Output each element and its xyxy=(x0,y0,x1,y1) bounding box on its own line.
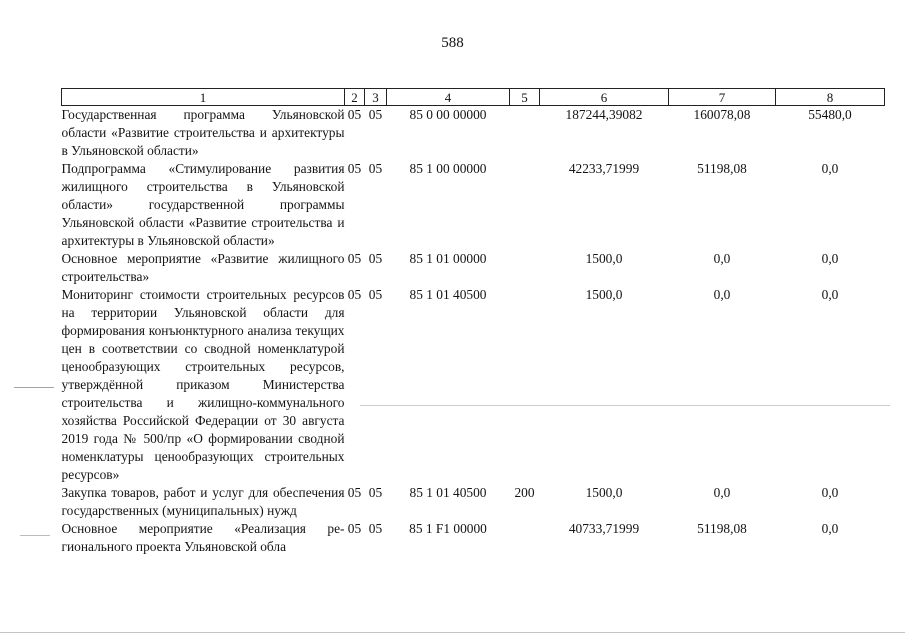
section-code: 05 xyxy=(347,161,362,176)
row-name: Мониторинг стоимости строительных ресурсов на территории Ульяновской области для формирования конъюнктурного анализа текущих цен в соответствии со сводной номенклатурой ценообразующих строительных ресурсов, утверждённой приказом Министерства строительства и жилищно-коммунального хозяйства Российской Федерации от 30 августа 2019 года № 500/пр «О формировании сводной номенклатуры ценообразующих строительных ресурсов» xyxy=(61,287,345,482)
header-cell: 7 xyxy=(669,89,776,106)
amount-col6: 187244,39082 xyxy=(565,107,643,122)
row-name: Основное мероприятие «Реализация регионального проекта Ульяновской обла xyxy=(61,521,345,554)
subsection-code: 05 xyxy=(368,287,383,302)
table-row xyxy=(62,484,885,520)
section-code: 05 xyxy=(347,521,362,536)
target-article-code: 85 1 01 40500 xyxy=(409,287,487,302)
amount-col8: 0,0 xyxy=(821,485,839,500)
amount-col8: 0,0 xyxy=(821,161,839,176)
header-cell: 5 xyxy=(510,89,540,106)
scan-artifact-line xyxy=(0,632,905,633)
subsection-code: 05 xyxy=(368,107,383,122)
target-article-code: 85 1 00 00000 xyxy=(409,161,487,176)
expense-type-code xyxy=(510,160,540,250)
expense-type-code xyxy=(510,286,540,484)
subsection-code: 05 xyxy=(368,485,383,500)
budget-table xyxy=(61,88,885,556)
section-code: 05 xyxy=(347,287,362,302)
table-row xyxy=(62,520,885,556)
table-row xyxy=(62,286,885,484)
header-cell: 6 xyxy=(540,89,669,106)
header-cell: 8 xyxy=(776,89,885,106)
target-article-code: 85 1 F1 00000 xyxy=(409,521,487,536)
scan-artifact-line xyxy=(20,535,50,536)
amount-col8: 55480,0 xyxy=(808,107,852,122)
target-article-code: 85 0 00 00000 xyxy=(409,107,487,122)
expense-type-code xyxy=(510,250,540,286)
section-code: 05 xyxy=(347,485,362,500)
row-name: Закупка товаров, работ и услуг для обеспечения государственных (муниципальных) нужд xyxy=(61,485,345,518)
amount-col8: 0,0 xyxy=(821,521,839,536)
scan-artifact-line xyxy=(360,405,890,406)
amount-col6: 40733,71999 xyxy=(568,521,640,536)
amount-col7: 51198,08 xyxy=(697,161,747,176)
amount-col6: 42233,71999 xyxy=(568,161,640,176)
subsection-code: 05 xyxy=(368,521,383,536)
amount-col6: 1500,0 xyxy=(585,485,623,500)
amount-col7: 51198,08 xyxy=(697,521,747,536)
amount-col7: 0,0 xyxy=(713,251,731,266)
amount-col6: 1500,0 xyxy=(585,287,623,302)
target-article-code: 85 1 01 00000 xyxy=(409,251,487,266)
table-row xyxy=(62,106,885,161)
amount-col8: 0,0 xyxy=(821,287,839,302)
amount-col6: 1500,0 xyxy=(585,251,623,266)
target-article-code: 85 1 01 40500 xyxy=(409,485,487,500)
section-code: 05 xyxy=(347,107,362,122)
header-cell: 3 xyxy=(365,89,387,106)
page-number: 588 xyxy=(441,35,464,51)
section-code: 05 xyxy=(347,251,362,266)
expense-type-code xyxy=(510,106,540,161)
amount-col7: 0,0 xyxy=(713,287,731,302)
table-row xyxy=(62,160,885,250)
amount-col7: 0,0 xyxy=(713,485,731,500)
subsection-code: 05 xyxy=(368,251,383,266)
header-cell: 1 xyxy=(62,89,345,106)
subsection-code: 05 xyxy=(368,161,383,176)
row-name: Государственная программа Ульяновской области «Развитие строительства и архитектуры в Ульяновской области» xyxy=(61,107,345,158)
row-name: Основное мероприятие «Развитие жилищного строительства» xyxy=(61,251,345,284)
header-cell: 4 xyxy=(387,89,510,106)
amount-col8: 0,0 xyxy=(821,251,839,266)
table-header-row xyxy=(62,89,885,106)
row-name: Подпрограмма «Стимулирование развития жилищного строительства в Ульяновской области» государственной программы Ульяновской области «Развитие строительства и архитектуры в Ульяновской области» xyxy=(61,161,345,248)
table-row xyxy=(62,250,885,286)
amount-col7: 160078,08 xyxy=(693,107,751,122)
expense-type-code xyxy=(510,520,540,556)
scan-artifact-line xyxy=(14,387,54,388)
header-cell: 2 xyxy=(345,89,365,106)
expense-type-code: 200 xyxy=(514,485,535,500)
